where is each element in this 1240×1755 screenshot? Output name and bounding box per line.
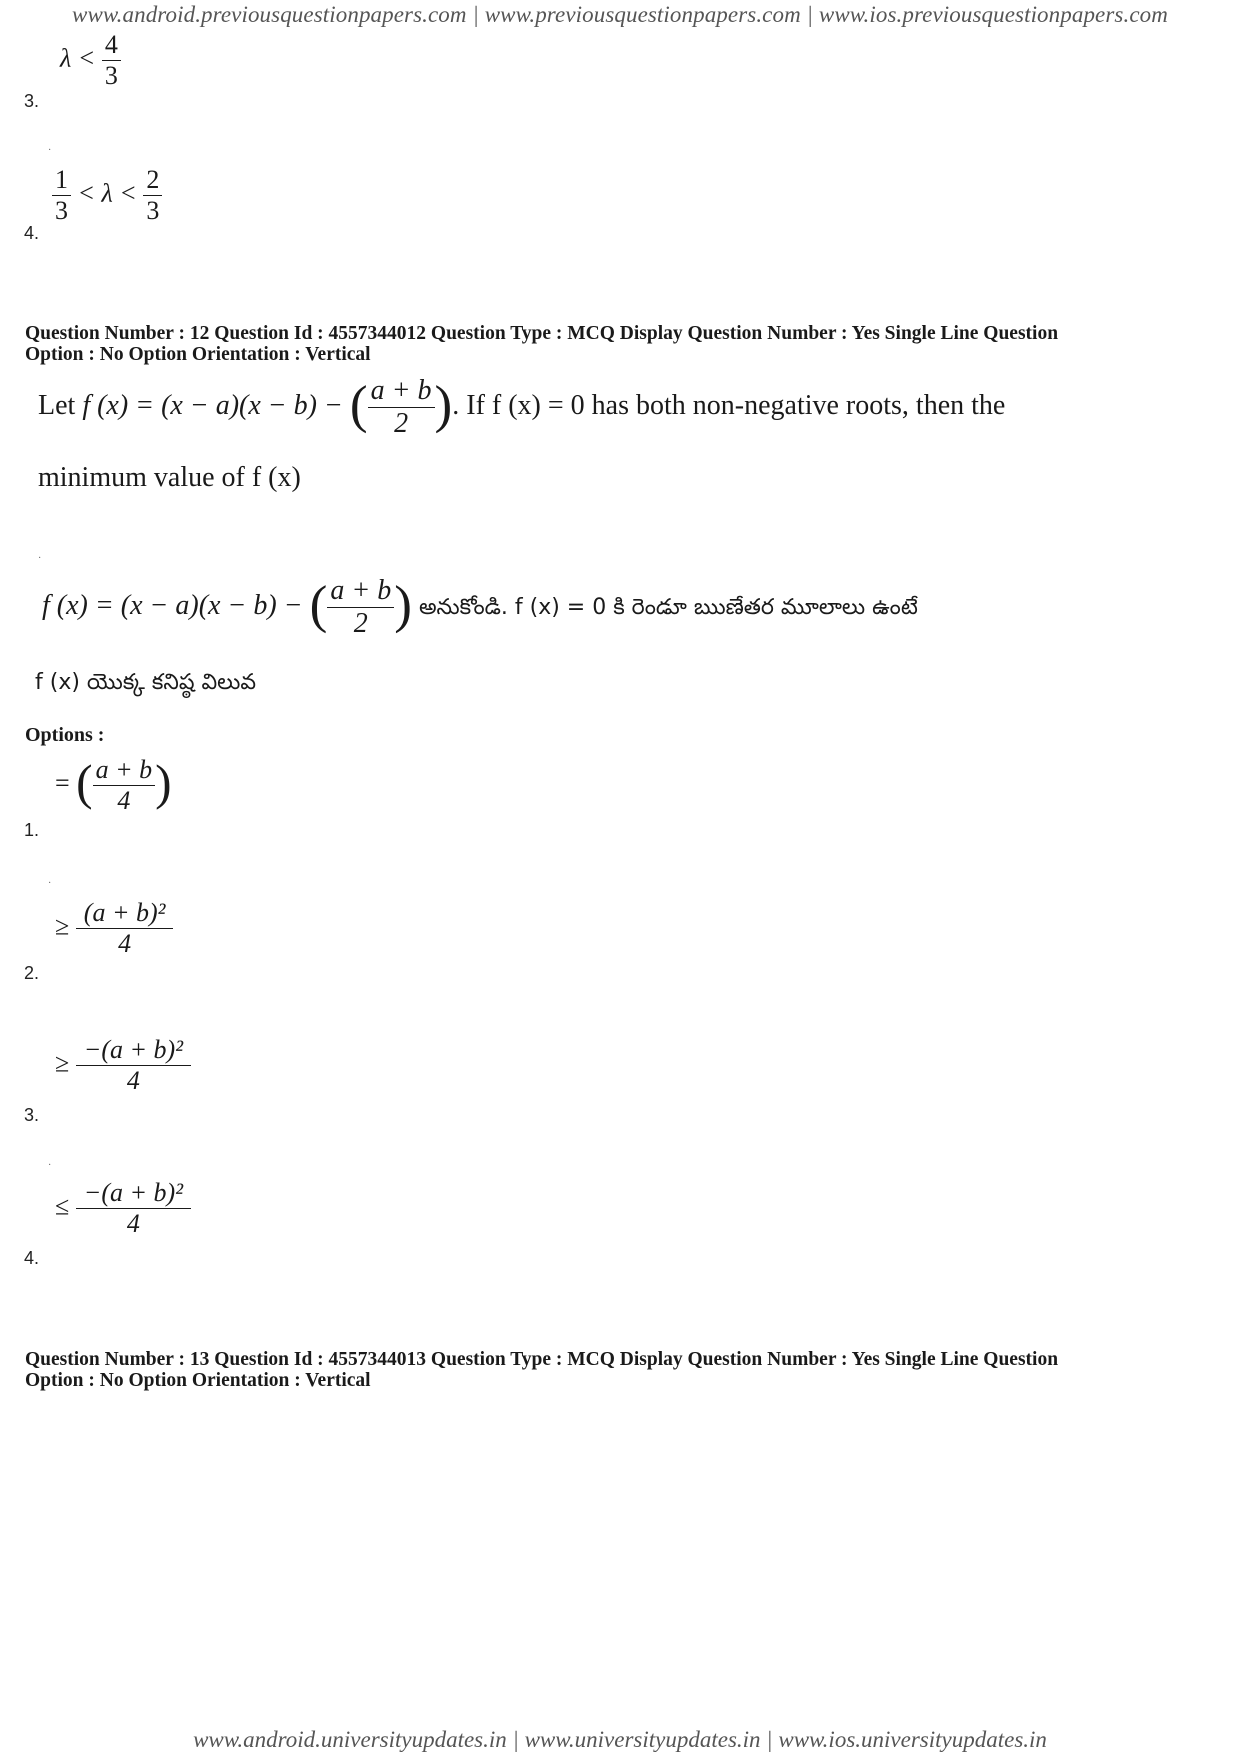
prev-option-3-den: 3: [104, 60, 118, 90]
q13-meta-line1: Question Number : 13 Question Id : 4557344013 Question Type : MCQ Display Question Number : Yes Single Line Question: [25, 1349, 1059, 1370]
prev-option-4-den1: 3: [55, 195, 68, 225]
q12-option-2-sign: ≥: [55, 911, 70, 941]
q12-english-line1: [38, 375, 1005, 440]
q12-option-3-den: 4: [126, 1065, 140, 1095]
prev-option-3: [60, 30, 121, 91]
dot-marker: ·: [48, 878, 52, 889]
q12-option-1-number: 1.: [24, 820, 40, 840]
prev-option-4-mid: < λ <: [77, 178, 137, 208]
q12-frac-num: a + b: [368, 375, 435, 408]
q12-let: Let: [38, 390, 76, 422]
q12-option-3-num: −(a + b)²: [76, 1035, 191, 1066]
prev-option-4: [52, 165, 162, 226]
dot-marker: ·: [48, 145, 52, 156]
q12-option-1-den: 4: [117, 785, 131, 815]
prev-option-3-lhs: λ <: [60, 43, 96, 73]
header-watermark: www.android.previousquestionpapers.com | www.previousquestionpapers.com | www.ios.previousquestionpapers.com: [72, 2, 1168, 27]
open-paren: (: [309, 575, 328, 635]
q12-option-4-den: 4: [126, 1208, 140, 1238]
q12-option-2: [55, 898, 173, 959]
q12-te-expr: f (x) = (x − a)(x − b) −: [42, 590, 303, 622]
prev-option-4-den2: 3: [146, 195, 160, 225]
q12-meta-line2: Option : No Option Orientation : Vertical: [25, 344, 371, 365]
q13-meta-line2: Option : No Option Orientation : Vertical: [25, 1370, 371, 1391]
q12-option-4-number: 4.: [24, 1248, 40, 1268]
q12-tail: . If f (x) = 0 has both non-negative roots, then the: [452, 390, 1006, 422]
q12-option-1-sign: =: [55, 768, 70, 798]
prev-option-4-number: 4.: [24, 223, 40, 243]
q12-option-4: [55, 1178, 191, 1239]
prev-option-4-num1: 1: [52, 165, 71, 196]
q12-meta: [25, 323, 1225, 365]
q12-expr: f (x) = (x − a)(x − b) −: [82, 390, 343, 422]
q12-frac-den: 2: [394, 408, 409, 440]
options-label: Options :: [25, 724, 105, 746]
q12-telugu-line1: [42, 575, 918, 640]
q12-option-2-num: (a + b)²: [76, 898, 174, 929]
q12-option-2-den: 4: [118, 928, 132, 958]
q12-option-4-sign: ≤: [55, 1191, 70, 1221]
q12-option-1: [55, 755, 172, 816]
close-paren: ): [434, 375, 453, 435]
dot-marker: ·: [48, 1160, 52, 1171]
prev-option-3-number: 3.: [24, 91, 40, 111]
q12-option-3-number: 3.: [24, 1105, 40, 1125]
q12-option-4-num: −(a + b)²: [76, 1178, 191, 1209]
footer-watermark: www.android.universityupdates.in | www.universityupdates.in | www.ios.universityupdates.in: [193, 1727, 1047, 1752]
q12-telugu-line2: f (x) యొక్క కనిష్ఠ విలువ: [35, 670, 257, 695]
close-paren: ): [394, 575, 412, 635]
prev-option-3-num: 4: [102, 30, 121, 61]
open-paren: (: [349, 375, 368, 435]
open-paren: (: [76, 754, 93, 810]
q12-te-frac-den: 2: [353, 608, 368, 640]
q13-meta: [25, 1349, 1225, 1391]
prev-option-4-num2: 2: [143, 165, 162, 196]
q12-option-1-num: a + b: [93, 755, 156, 786]
close-paren: ): [155, 754, 172, 810]
q12-te-frac-num: a + b: [327, 575, 394, 608]
q12-english-line2: minimum value of f (x): [38, 462, 301, 493]
dot-marker: ·: [38, 553, 42, 564]
q12-te-tail: అనుకోండి. f (x) = 0 కి రెండూ ఋణేతర మూలాలు ఉంటే: [418, 595, 918, 621]
q12-option-2-number: 2.: [24, 963, 40, 983]
q12-option-3: [55, 1035, 191, 1096]
q12-option-3-sign: ≥: [55, 1048, 70, 1078]
q12-meta-line1: Question Number : 12 Question Id : 4557344012 Question Type : MCQ Display Question Number : Yes Single Line Question: [25, 323, 1059, 344]
